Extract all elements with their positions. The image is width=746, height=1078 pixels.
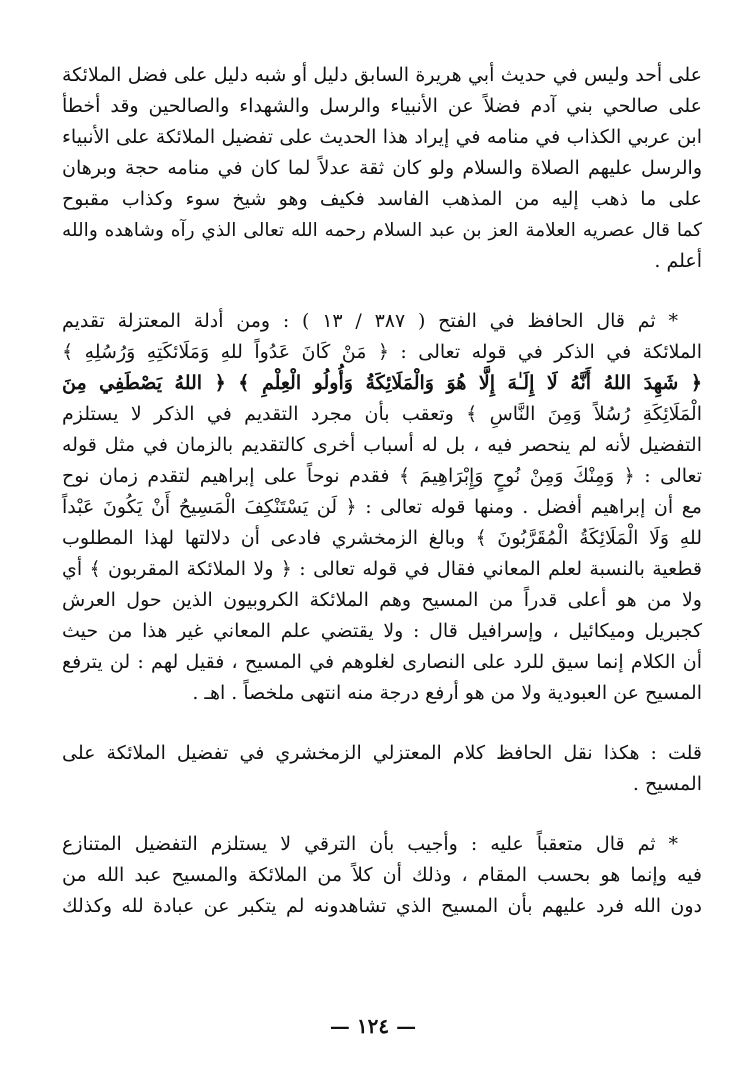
text-line: قطعية بالنسبة لعلم المعاني فقال في قوله تعالى : ﴿ ولا الملائكة المقربون ﴾ أي [62,558,702,580]
text-line: ولا من هو أعلى قدراً من المسيح وهم الملائكة الكروبيون الذين حول العرش [62,589,702,611]
quran-line: مع أن إبراهيم أفضل . ومنها قوله تعالى : ﴿ لَن يَسْتَنْكِفَ الْمَسِيحُ أَنْ يَكُونَ عَبْداً [62,496,702,518]
text-line: التفضيل لأنه لم ينحصر فيه ، بل له أسباب أخرى كالتقديم بالزمان في مثل قوله [62,434,702,456]
paragraph-4 [62,829,702,922]
quran-line: ﴿ شَهِدَ اللهُ أَنَّهُ لَا إِلَـٰهَ إِلَّا هُوَ وَالْمَلَائِكَةُ وَأُولُو الْعِلْمِ ﴾ ﴿ اللهُ يَصْطَفِي مِنَ [62,372,702,394]
text-line: أعلم . [654,250,702,272]
quran-line: الملائكة في الذكر في قوله تعالى : ﴿ مَنْ كَانَ عَدُواً للهِ وَمَلَائكَتِهِ وَرُسُلِهِ ﴾ [62,341,702,363]
quran-line: للهِ وَلَا الْمَلَائِكَةُ الْمُقَرَّبُونَ ﴾ وبالغ الزمخشري فادعى أن دلالتها لهذا المطلوب [62,527,702,549]
text-line: والرسل عليهم الصلاة والسلام ولو كان ثقة عدلاً لما كان في منامه حجة وبرهان [62,157,702,179]
page-number: — ١٢٤ — [329,1014,417,1038]
text-line: ابن عربي الكذاب في منامه في إيراد هذا الحديث على تفضيل الملائكة على الأنبياء [62,126,702,148]
text-line: أن الكلام إنما سيق للرد على النصارى لغلوهم في المسيح ، فقيل لهم : لن يترفع [62,651,702,673]
text-line: * ثم قال الحافظ في الفتح ( ٣٨٧ / ١٣ ) : ومن أدلة المعتزلة تقديم [62,310,678,332]
quran-line: تعالى : ﴿ وَمِنْكَ وَمِنْ نُوحٍ وَإِبْرَاهِيمَ ﴾ فقدم نوحاً على إبراهيم لتقدم زمان نوح [62,465,702,487]
paragraph-1 [62,60,702,277]
text-line: كما قال عصريه العلامة العز بن عبد السلام رحمه الله تعالى الذي رآه وشاهده والله [62,220,702,241]
text-line: على أحد وليس في حديث أبي هريرة السابق دليل أو شبه دليل على فضل الملائكة [62,64,702,86]
page-text [62,60,702,922]
text-line: فيه وإنما هو بحسب المقام ، وذلك أن كلاً من الملائكة والمسيح عبد الله من [62,864,702,886]
text-line: على صالحي بني آدم فضلاً عن الأنبياء والرسل والشهداء والصالحين وقد أخطأ [62,95,702,117]
paragraph-2 [62,306,702,709]
text-line: دون الله فرد عليهم بأن المسيح الذي تشاهدونه لم يتكبر عن عبادة لله وكذلك [62,895,702,917]
text-line: قلت : هكذا نقل الحافظ كلام المعتزلي الزمخشري في تفضيل الملائكة على [62,742,702,764]
paragraph-3 [62,738,702,800]
quran-line: الْمَلَائِكَةِ رُسُلاً وَمِنَ النَّاسِ ﴾ وتعقب بأن مجرد التقديم في الذكر لا يستلزم [62,403,702,425]
text-line: على ما ذهب إليه من المذهب الفاسد فكيف وهو شيخ سوء وكذاب مقبوح [62,188,702,210]
text-line: المسيح عن العبودية ولا من هو أرفع درجة منه انتهى ملخصاً . اهـ . [192,682,702,704]
text-line: * ثم قال متعقباً عليه : وأجيب بأن الترقي لا يستلزم التفضيل المتنازع [62,833,678,855]
text-line: كجبريل وميكائيل ، وإسرافيل قال : ولا يقتضي علم المعاني غير هذا من حيث [62,620,702,642]
text-line: المسيح . [632,773,702,795]
